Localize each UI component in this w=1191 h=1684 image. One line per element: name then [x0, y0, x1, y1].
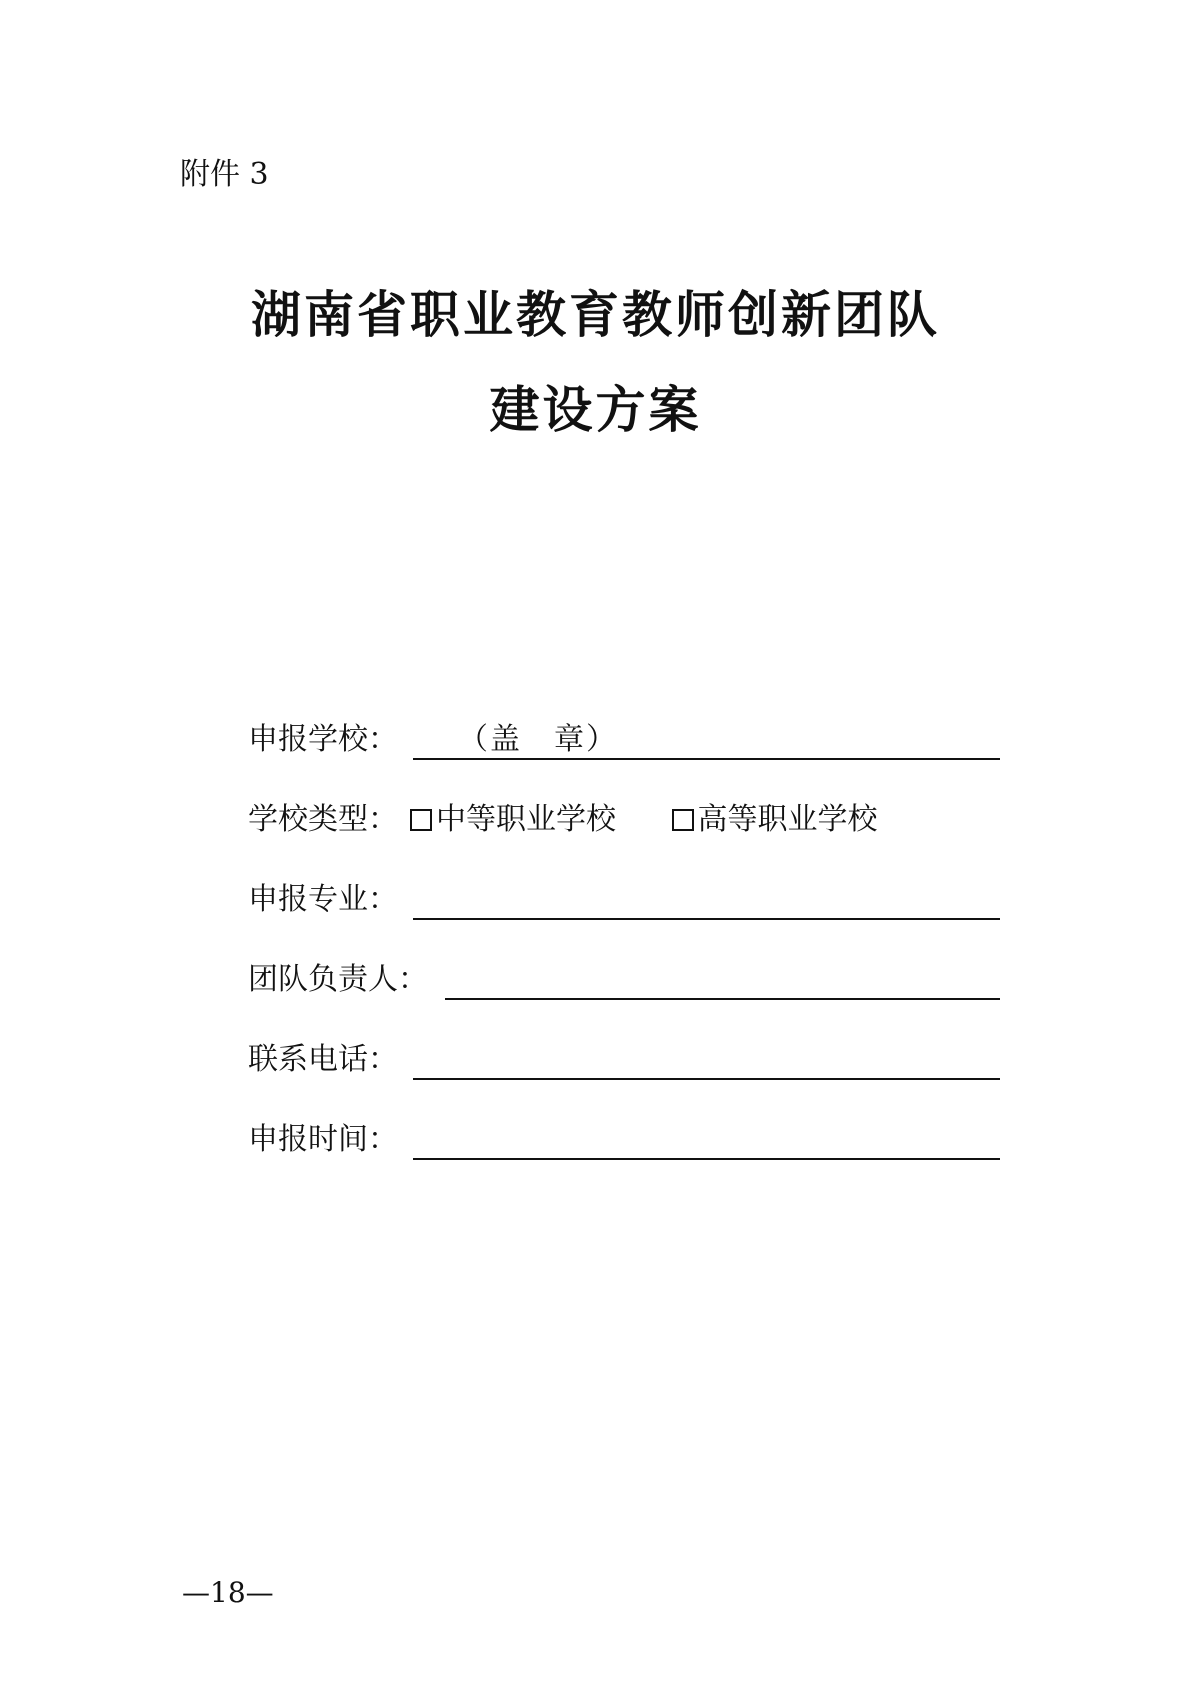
leader-row	[248, 958, 1000, 1038]
option-higher-vocational-label: 高等职业学校	[697, 802, 878, 837]
school-type-label: 学校类型：	[248, 802, 398, 837]
phone-field[interactable]	[413, 1038, 1000, 1080]
leader-label: 团队负责人：	[248, 962, 428, 997]
application-form	[248, 718, 1000, 1198]
major-field[interactable]	[413, 878, 1000, 920]
option-higher-vocational[interactable]	[672, 798, 878, 842]
time-row	[248, 1118, 1000, 1198]
major-label: 申报专业：	[248, 882, 398, 917]
major-row	[248, 878, 1000, 958]
time-field[interactable]	[413, 1118, 1000, 1160]
time-label: 申报时间：	[248, 1122, 398, 1157]
seal-note: （盖 章）	[458, 722, 618, 757]
school-label: 申报学校：	[248, 722, 398, 757]
document-title-line-2: 建设方案	[489, 380, 702, 439]
option-secondary-vocational-label: 中等职业学校	[436, 802, 616, 837]
school-type-options	[410, 798, 924, 842]
checkbox-higher-vocational[interactable]	[672, 809, 694, 831]
leader-field[interactable]	[445, 958, 1000, 1000]
school-row	[248, 718, 1000, 798]
school-type-row	[248, 798, 1000, 878]
attachment-label: 附件 3	[180, 157, 269, 192]
checkbox-secondary-vocational[interactable]	[410, 809, 432, 831]
page-number: —18—	[182, 1576, 274, 1609]
option-secondary-vocational[interactable]	[410, 798, 616, 842]
phone-row	[248, 1038, 1000, 1118]
document-title-line-1: 湖南省职业教育教师创新团队	[251, 285, 940, 344]
phone-label: 联系电话：	[248, 1042, 398, 1077]
